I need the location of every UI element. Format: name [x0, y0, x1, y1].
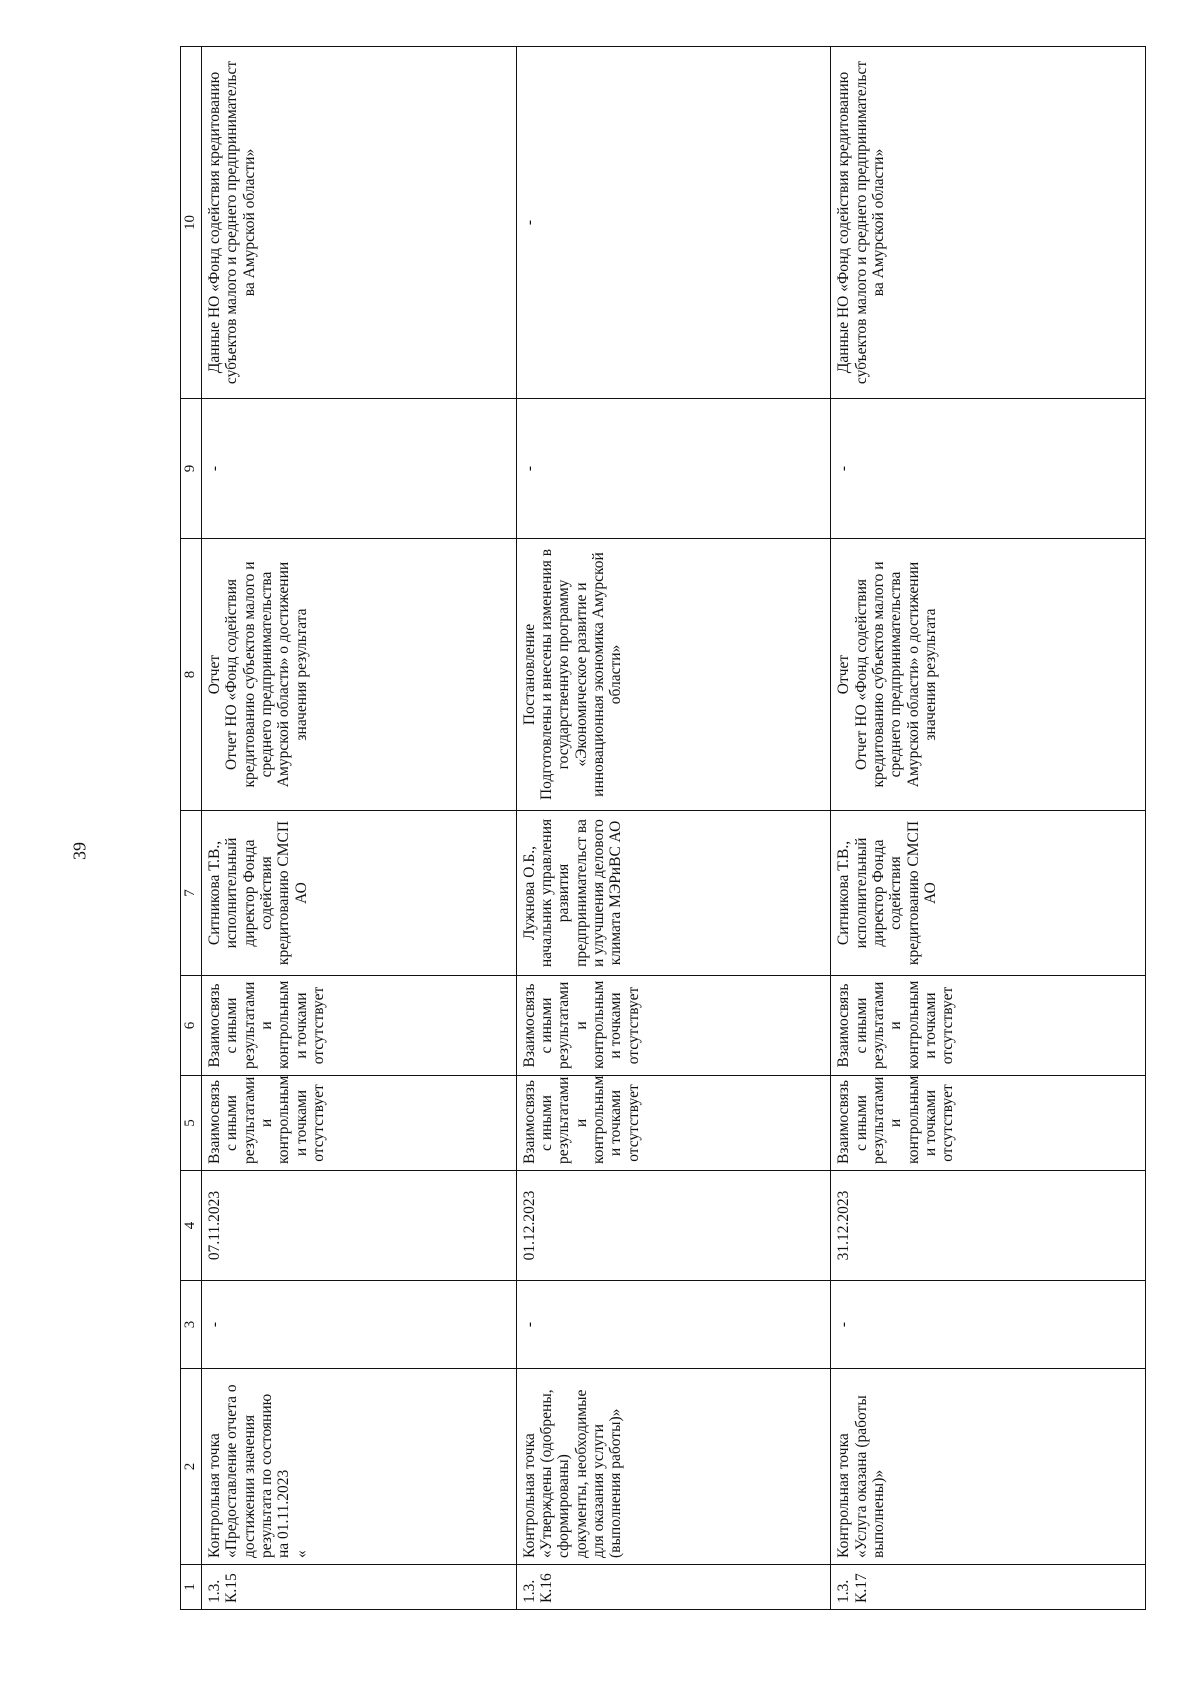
- column-header: 7: [181, 811, 202, 976]
- column-header: 3: [181, 1281, 202, 1369]
- relation-text: Взаимосвязь с иными результатами и контрольным и точками отсутствует: [202, 976, 517, 1076]
- column-9-value: -: [831, 399, 1146, 539]
- column-9-value: -: [516, 399, 831, 539]
- due-date: 31.12.2023: [831, 1171, 1146, 1281]
- row-id: 1.3. К.17: [831, 1565, 1146, 1610]
- column-3-value: -: [516, 1281, 831, 1369]
- control-point-name: Контрольная точка «Услуга оказана (работы выполнены)»: [831, 1369, 1146, 1565]
- column-header: 2: [181, 1369, 202, 1565]
- column-9-value: -: [202, 399, 517, 539]
- row-id: 1.3. К.15: [202, 1565, 517, 1610]
- table-container: [180, 47, 1146, 1610]
- column-header: 8: [181, 539, 202, 811]
- column-header: 4: [181, 1171, 202, 1281]
- table-row: [831, 47, 1146, 1610]
- column-3-value: -: [202, 1281, 517, 1369]
- table-row: [202, 47, 517, 1610]
- due-date: 01.12.2023: [516, 1171, 831, 1281]
- control-point-name: Контрольная точка «Предоставление отчета о достижении значения результата по состоянию на 01.11.2023 «: [202, 1369, 517, 1565]
- relation-text: Взаимосвязь с иными результатами и контрольным и точками отсутствует: [202, 1076, 517, 1171]
- control-point-name: Контрольная точка «Утверждены (одобрены, сформированы) документы, необходимые для оказания услуги (выполнения работы)»: [516, 1369, 831, 1565]
- responsible-person: Ситникова Т.В., исполнительный директор Фонда содействия кредитованию СМСП АО: [202, 811, 517, 976]
- result-document: Отчет Отчет НО «Фонд содействия кредитованию субъектов малого и среднего предпринимательства Амурской области» о достижении значения результата: [202, 539, 517, 811]
- column-header: 5: [181, 1076, 202, 1171]
- result-document: Постановление Подготовлены и внесены изменения в государственную программу «Экономическое развитие и инновационная экономика Амурской области»: [516, 539, 831, 811]
- responsible-person: Лужнова О.Б., начальник управления развития предпринимательст ва и улучшения делового климата МЭРиВС АО: [516, 811, 831, 976]
- column-header: 6: [181, 976, 202, 1076]
- column-header: 9: [181, 399, 202, 539]
- result-document: Отчет Отчет НО «Фонд содействия кредитованию субъектов малого и среднего предпринимательства Амурской области» о достижении значения результата: [831, 539, 1146, 811]
- table-row: [516, 47, 831, 1610]
- data-source: Данные НО «Фонд содействия кредитованию субъектов малого и среднего предпринимательст ва Амурской области»: [831, 47, 1146, 399]
- responsible-person: Ситникова Т.В., исполнительный директор Фонда содействия кредитованию СМСП АО: [831, 811, 1146, 976]
- due-date: 07.11.2023: [202, 1171, 517, 1281]
- header-row: [181, 47, 202, 1610]
- column-header: 1: [181, 1565, 202, 1610]
- relation-text: Взаимосвязь с иными результатами и контрольным и точками отсутствует: [516, 1076, 831, 1171]
- page-number: 39: [69, 842, 90, 860]
- data-source: Данные НО «Фонд содействия кредитованию субъектов малого и среднего предпринимательст ва Амурской области»: [202, 47, 517, 399]
- data-source: -: [516, 47, 831, 399]
- relation-text: Взаимосвязь с иными результатами и контрольным и точками отсутствует: [831, 1076, 1146, 1171]
- relation-text: Взаимосвязь с иными результатами и контрольным и точками отсутствует: [516, 976, 831, 1076]
- column-header: 10: [181, 47, 202, 399]
- row-id: 1.3. К.16: [516, 1565, 831, 1610]
- relation-text: Взаимосвязь с иными результатами и контрольным и точками отсутствует: [831, 976, 1146, 1076]
- column-3-value: -: [831, 1281, 1146, 1369]
- control-points-table: [180, 46, 1146, 1610]
